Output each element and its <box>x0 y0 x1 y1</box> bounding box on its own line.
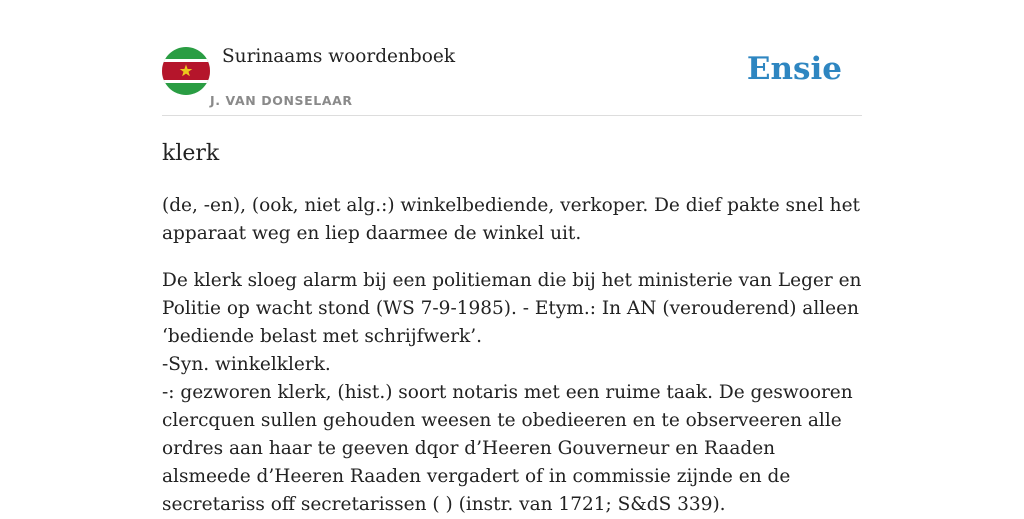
author-name: J. VAN DONSELAAR <box>210 93 353 108</box>
header-divider <box>162 115 862 116</box>
entry-details <box>162 267 862 519</box>
ensie-logo[interactable]: Ensie <box>746 51 842 87</box>
sub-entry-text: -: gezworen klerk, (hist.) soort notaris met een ruime taak. De geswooren clercquen sullen gehouden weesen te obedieeren en te observeeren alle ordres aan haar te geeven dqor d’Heeren Gouverneur en Raaden alsmeede d’Heeren Raaden vergadert of in commissie zijnde en de secretariss off secretarissen ( ) (instr. van 1721; S&dS 339). <box>162 382 853 515</box>
dictionary-title[interactable]: Surinaams woordenboek <box>222 46 456 67</box>
entry-word: klerk <box>162 141 220 166</box>
example-text: De klerk sloeg alarm bij een politieman die bij het ministerie van Leger en Politie op wacht stond (WS 7-9-1985). - Etym.: In AN (verouderend) alleen ‘bediende belast met schrijfwerk’. <box>162 270 862 347</box>
entry-definition: (de, -en), (ook, niet alg.:) winkelbediende, verkoper. De dief pakte snel het apparaat weg en liep daarmee de winkel uit. <box>162 195 860 244</box>
suriname-flag-icon <box>162 47 210 95</box>
synonym-text: -Syn. winkelklerk. <box>162 354 331 375</box>
